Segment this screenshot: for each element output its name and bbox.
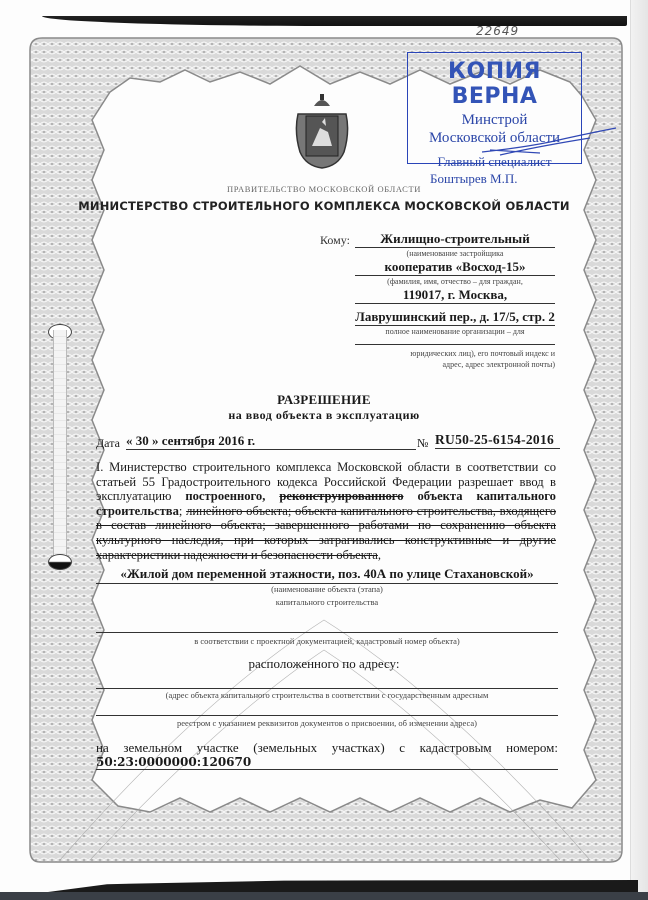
recipient-line3: 119017, г. Москва, <box>355 287 555 304</box>
binding-ribbon <box>53 330 67 562</box>
address-label: расположенного по адресу: <box>248 656 400 671</box>
stamp-org-line2: Московской области <box>428 130 561 146</box>
stamp-name: Боштырев М.П. <box>430 171 518 186</box>
recipient-hint5: адрес, адрес электронной почты) <box>442 360 555 369</box>
land-word: земельном <box>123 740 183 755</box>
recipient-blank-line <box>355 344 555 345</box>
government-label: ПРАВИТЕЛЬСТВО МОСКОВСКОЙ ОБЛАСТИ <box>227 184 421 194</box>
document-subtitle: на ввод объекта в эксплуатацию <box>228 408 420 422</box>
recipient-hint1: (наименование застройщика <box>406 249 504 258</box>
document-title: РАЗРЕШЕНИЕ <box>277 392 371 407</box>
address-blank-line2 <box>96 715 558 716</box>
cadastral-number: 50:23:0000000:120670 <box>96 755 558 770</box>
object-name: «Жилой дом переменной этажности, поз. 40А по улице Стахановской» <box>96 566 558 584</box>
address-hint1: (адрес объекта капитального строительства в соответствии с государственным адресным <box>165 690 489 700</box>
object-capital-text: объекта капитального строительства <box>96 489 556 518</box>
recipient-hint4: юридических лиц), его почтовый индекс и <box>410 349 555 358</box>
date-value: « 30 » сентября 2016 г. <box>126 433 416 450</box>
coat-of-arms-icon <box>292 92 352 170</box>
object-blank-line <box>96 632 558 633</box>
recipient-line2: кооператив «Восход-15» <box>355 259 555 276</box>
land-word: кадастровым <box>419 740 492 755</box>
permit-number: RU50-25-6154-2016 <box>435 432 560 449</box>
land-word: участках) <box>331 740 385 755</box>
recipient-hint3: полное наименование организации – для <box>385 327 525 336</box>
ministry-heading: МИНИСТЕРСТВО СТРОИТЕЛЬНОГО КОМПЛЕКСА МОСКОВСКОЙ ОБЛАСТИ <box>78 199 570 213</box>
land-word: номером: <box>506 740 558 755</box>
recipient-line4: Лаврушинский пер., д. 17/5, стр. 2 <box>355 309 555 324</box>
stamp-org-line1: Минстрой <box>461 112 528 128</box>
recipient-label: Кому: <box>320 233 350 247</box>
stamp-title: КОПИЯ ВЕРНА <box>448 59 541 109</box>
paragraph-end: , <box>377 547 382 562</box>
address-hint2: реестром с указанием реквизитов документов о присвоении, об изменении адреса) <box>177 718 477 728</box>
recipient-hint2: (фамилия, имя, отчество – для граждан, <box>387 277 523 286</box>
land-word: участке <box>196 740 239 755</box>
signature-icon <box>480 120 620 160</box>
stamp-position: Главный специалист <box>437 154 552 169</box>
address-blank-line1 <box>96 688 558 689</box>
object-hint2: капитального строительства <box>275 597 379 607</box>
built-text: построенного, <box>185 489 266 504</box>
handwritten-number: 22649 <box>476 24 520 38</box>
land-word: с <box>399 740 406 755</box>
land-word: (земельных <box>253 740 318 755</box>
reconstructed-struck-text: реконструированного <box>279 489 404 504</box>
struck-options-text: линейного объекта; объекта капитального строительства, входящего в состав линейного объекта; завершенного работами по сохранению объекта культурного наследия, при которых затрагивались конструктивные и другие характеристики надежности и безопасности объекта <box>96 503 556 562</box>
section-1-paragraph <box>96 460 556 562</box>
object-hint3: в соответствии с проектной документацией, кадастровый номер объекта) <box>194 636 460 646</box>
number-label: № <box>417 436 429 450</box>
object-hint1: (наименование объекта (этапа) <box>271 584 383 594</box>
date-label: Дата <box>96 436 120 450</box>
section-1-intro: I. Министерство строительного комплекса Московской области в соответствии со статьей 55 Градостроительного кодекса Российской Федерации разрешает ввод в эксплуатацию <box>96 460 556 504</box>
semicolon: ; <box>178 503 187 518</box>
land-plot-line <box>96 740 558 756</box>
land-word: на <box>96 740 109 755</box>
binding-hole-bottom <box>48 554 72 570</box>
recipient-line1: Жилищно-строительный <box>355 231 555 248</box>
